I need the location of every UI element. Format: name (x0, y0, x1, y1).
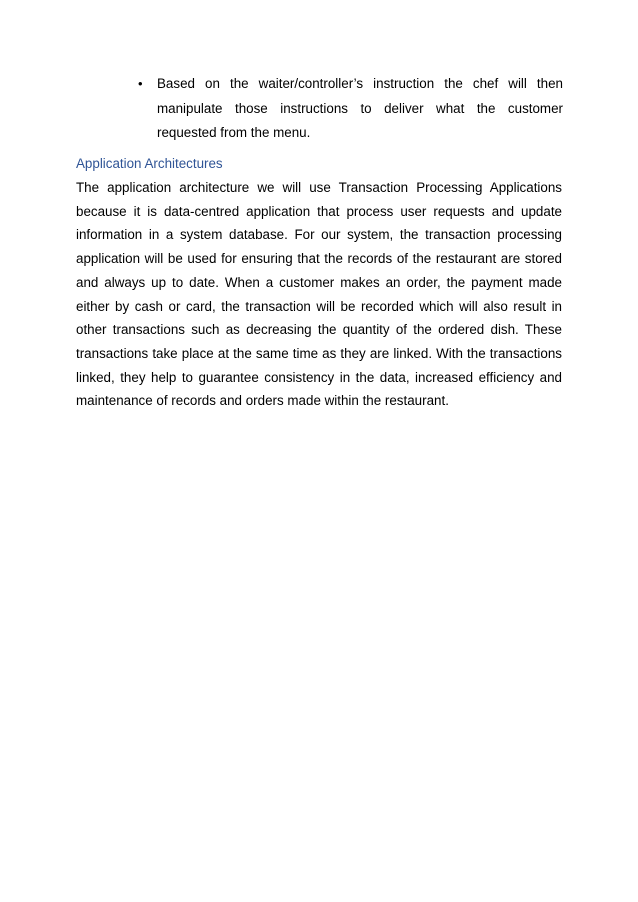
section-heading: Application Architectures (76, 156, 223, 171)
bullet-list (138, 72, 563, 146)
list-item (138, 72, 563, 146)
section-paragraph: The application architecture we will use Transaction Processing Applications because it is data-centred application that process user requests and update information in a system database. For our system, the transaction processing application will be used for ensuring that the records of the restaurant are stored and always up to date. When a customer makes an order, the payment made either by cash or card, the transaction will be recorded which will also result in other transactions such as decreasing the quantity of the ordered dish. These transactions take place at the same time as they are linked. With the transactions linked, they help to guarantee consistency in the data, increased efficiency and maintenance of records and orders made within the restaurant. (76, 180, 562, 409)
bullet-icon: • (138, 76, 143, 91)
bullet-text: Based on the waiter/controller’s instruction the chef will then manipulate those instructions to deliver what the customer requested from the menu. (157, 76, 563, 140)
